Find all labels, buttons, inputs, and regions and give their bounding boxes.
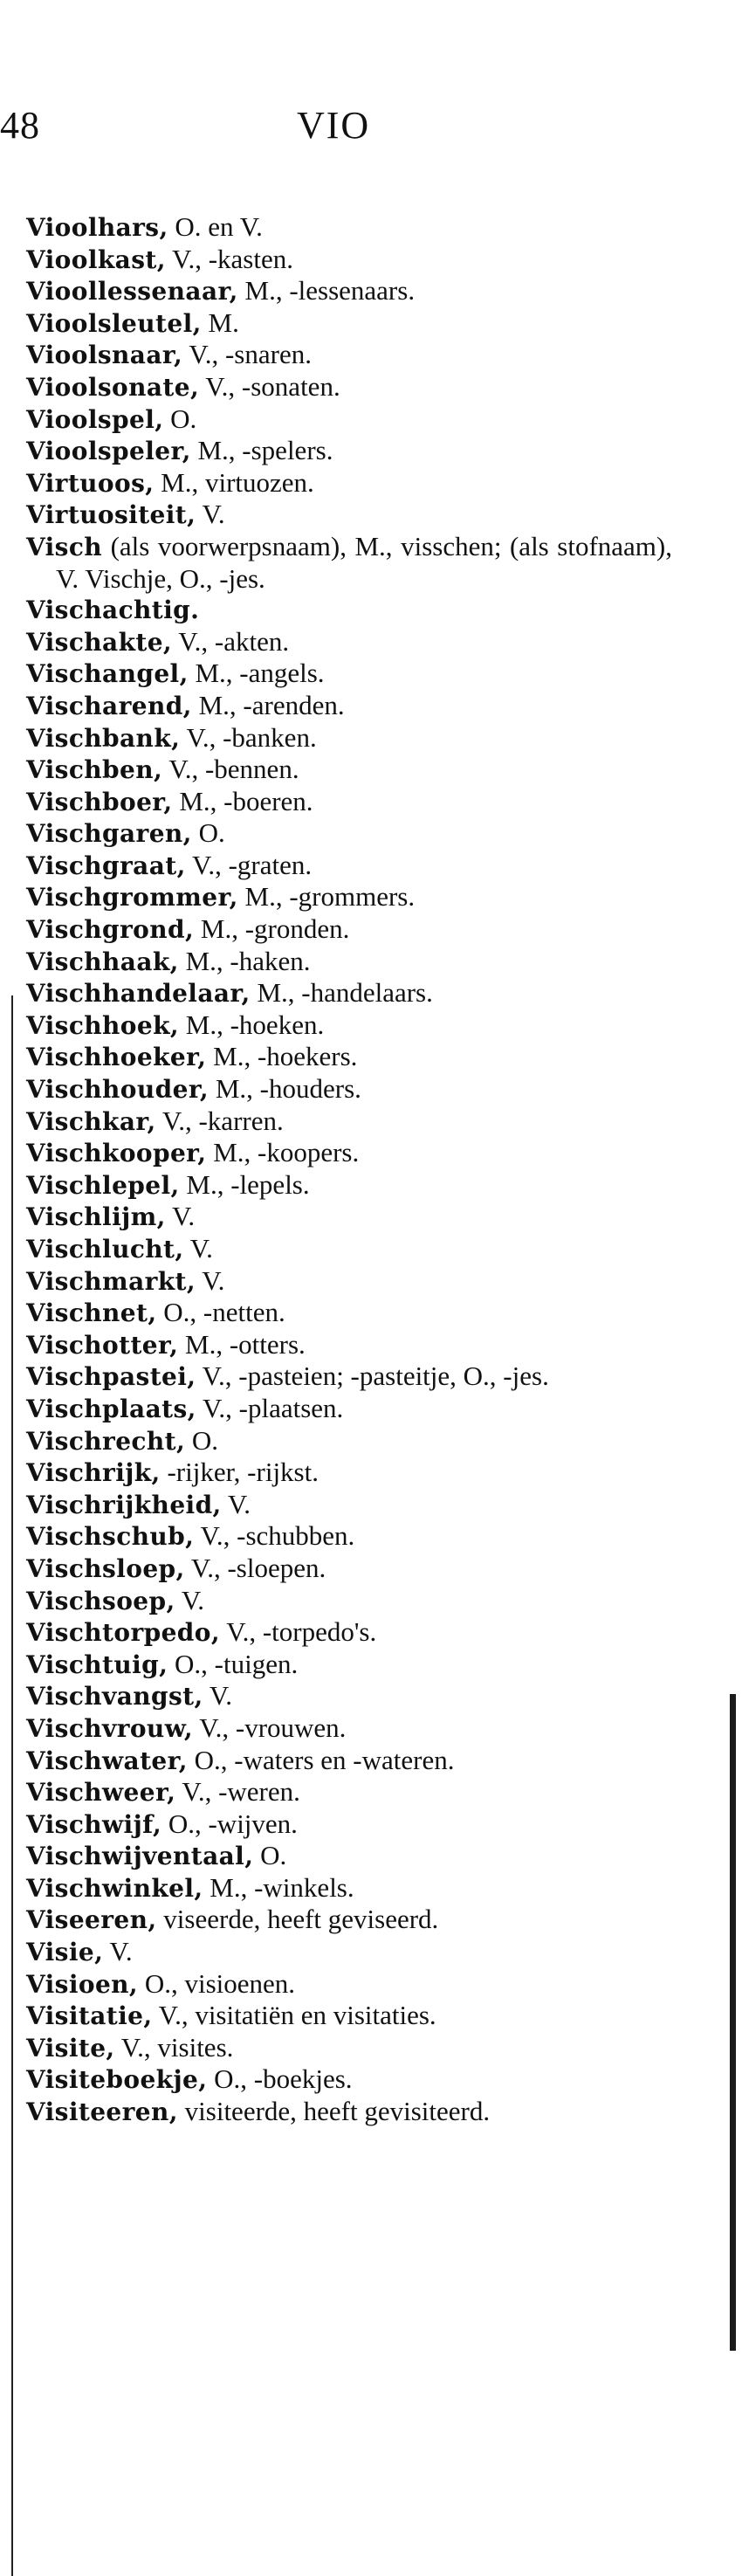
entry-headword: Vioolkast, — [26, 245, 166, 274]
dictionary-entry — [26, 1265, 672, 1298]
dictionary-entry — [26, 1073, 672, 1105]
entry-headword: Vioolsleutel, — [26, 308, 202, 338]
entry-definition: viseerde, heeft geviseerd. — [156, 1904, 439, 1935]
entry-definition: V., -weren. — [175, 1776, 300, 1808]
entry-headword: Vischwijventaal, — [26, 1842, 254, 1871]
entry-headword: Vioolspel, — [26, 404, 164, 434]
dictionary-entry — [26, 1329, 672, 1361]
dictionary-entry — [26, 244, 672, 276]
entry-headword: Vischarend, — [26, 691, 192, 720]
page-edge-rule — [730, 1694, 736, 2351]
dictionary-entry — [26, 2096, 672, 2128]
entry-definition: V., -pasteien; -pasteitje, O., -jes. — [196, 1360, 549, 1392]
dictionary-entry — [26, 307, 672, 340]
entry-definition: V. — [196, 1264, 225, 1296]
dictionary-entry — [26, 977, 672, 1009]
dictionary-entry — [26, 1105, 672, 1138]
entry-headword: Vischhoek, — [26, 1010, 180, 1040]
entry-headword: Visite, — [26, 2033, 115, 2063]
entry-definition: M., virtuozen. — [154, 466, 314, 498]
dictionary-entry — [26, 1808, 672, 1841]
entry-definition: V., -akten. — [172, 625, 290, 657]
entry-headword: Vischrijkheid, — [26, 1490, 222, 1519]
entry-headword: Vischwijf, — [26, 1809, 162, 1839]
dictionary-entry — [26, 1745, 672, 1777]
dictionary-entry — [26, 626, 672, 658]
entry-headword: Vischhoeker, — [26, 1043, 207, 1072]
entry-definition: M., -arenden. — [191, 689, 345, 720]
entry-headword: Vischhouder, — [26, 1075, 210, 1105]
entry-headword: Vischvrouw, — [26, 1713, 194, 1743]
entry-definition: M., -winkels. — [203, 1871, 354, 1903]
entry-definition: V. — [221, 1488, 251, 1519]
dictionary-entries — [26, 211, 672, 2128]
entry-headword: Vischwater, — [26, 1746, 188, 1775]
dictionary-entry — [26, 467, 672, 499]
entry-definition: V. — [175, 1584, 204, 1615]
entry-definition: visiteerde, heeft gevisiteerd. — [177, 2096, 491, 2127]
dictionary-entry — [26, 1553, 672, 1585]
entry-definition: V. — [103, 1936, 133, 1967]
entry-definition: O., -boekjes. — [207, 2063, 353, 2095]
dictionary-entry — [26, 786, 672, 818]
entry-definition: V., -snaren. — [182, 339, 312, 370]
entry-definition: M., -lessenaars. — [237, 275, 416, 307]
entry-headword: Vischtorpedo, — [26, 1618, 220, 1648]
dictionary-entry — [26, 1489, 672, 1521]
entry-headword: Visioen, — [26, 1969, 139, 1999]
dictionary-entry — [26, 211, 672, 244]
dictionary-entry — [26, 1520, 672, 1553]
entry-headword: Vioolhars, — [26, 213, 168, 242]
dictionary-entry — [26, 1201, 672, 1233]
dictionary-entry — [26, 499, 672, 531]
entry-headword: Vischhaak, — [26, 947, 179, 976]
entry-definition: V., -sloepen. — [184, 1552, 326, 1583]
entry-headword: Vischtuig, — [26, 1650, 168, 1679]
entry-definition: V., -karren. — [155, 1105, 284, 1136]
entry-headword: Vischkar, — [26, 1106, 156, 1136]
entry-headword: Vischgrond, — [26, 915, 195, 945]
entry-definition: M. — [201, 307, 239, 338]
entry-definition: O., -netten. — [156, 1297, 285, 1328]
entry-definition: O., -waters en -wateren. — [187, 1744, 455, 1775]
dictionary-entry — [26, 1904, 672, 1936]
dictionary-entry — [26, 690, 672, 722]
dictionary-entry — [26, 1712, 672, 1745]
entry-headword: Vischben, — [26, 755, 163, 785]
dictionary-entry — [26, 1649, 672, 1681]
entry-headword: Vischkooper, — [26, 1139, 207, 1168]
dictionary-entry — [26, 658, 672, 690]
dictionary-entry — [26, 403, 672, 436]
dictionary-entry — [26, 1297, 672, 1329]
dictionary-entry — [26, 1360, 672, 1393]
entry-definition: O. — [185, 1424, 218, 1456]
entry-definition: V., -torpedo's. — [220, 1616, 377, 1648]
dictionary-entry — [26, 1233, 672, 1265]
entry-definition: M., -boeren. — [172, 785, 313, 816]
entry-definition: V., visitatiën en visitaties. — [152, 2000, 436, 2031]
entry-headword: Vischpastei, — [26, 1362, 196, 1392]
entry-definition: V., -bennen. — [162, 754, 299, 785]
entry-headword: Vischgrommer, — [26, 883, 238, 913]
entry-definition: O. — [191, 817, 225, 849]
entry-definition: V., -vrouwen. — [193, 1712, 347, 1743]
entry-headword: Vischnet, — [26, 1298, 157, 1328]
dictionary-entry — [26, 1585, 672, 1617]
dictionary-entry — [26, 371, 672, 403]
dictionary-entry — [26, 754, 672, 786]
entry-headword: Vischweer, — [26, 1778, 176, 1808]
entry-definition: O. — [253, 1840, 287, 1871]
entry-definition: M., -spelers. — [190, 435, 333, 466]
dictionary-entry — [26, 1425, 672, 1457]
entry-headword: Vischakte, — [26, 627, 173, 657]
entry-definition: V., -plaatsen. — [196, 1392, 344, 1423]
page-number: 48 — [0, 104, 40, 147]
entry-definition: M., -lepels. — [179, 1168, 310, 1200]
entry-headword: Virtuositeit, — [26, 500, 196, 530]
entry-headword: Vischangel, — [26, 659, 189, 689]
entry-definition: M., -angels. — [188, 658, 325, 689]
dictionary-entry — [26, 881, 672, 913]
entry-headword: Visiteeren, — [26, 2097, 178, 2127]
dictionary-entry — [26, 1457, 672, 1489]
entry-headword: Vischwinkel, — [26, 1873, 203, 1903]
entry-definition: V. — [196, 499, 225, 530]
entry-headword: Visie, — [26, 1938, 104, 1967]
running-head: VIO — [297, 104, 371, 147]
entry-headword: Vioolsnaar, — [26, 341, 183, 370]
entry-headword: Viseeren, — [26, 1905, 157, 1935]
entry-headword: Vischschub, — [26, 1522, 195, 1552]
dictionary-entry — [26, 817, 672, 850]
entry-headword: Vioollessenaar, — [26, 277, 238, 307]
dictionary-entry — [26, 1968, 672, 2001]
entry-headword: Vischsloep, — [26, 1553, 185, 1583]
dictionary-entry — [26, 1680, 672, 1712]
dictionary-entry — [26, 1041, 672, 1073]
entry-definition: O., visioenen. — [138, 1967, 296, 1999]
entry-definition: V., -banken. — [180, 721, 317, 753]
dictionary-entry — [26, 913, 672, 946]
dictionary-entry — [26, 594, 672, 626]
dictionary-entry — [26, 1616, 672, 1649]
dictionary-entry — [26, 1936, 672, 1968]
entry-definition: V., -kasten. — [165, 243, 293, 274]
dictionary-entry — [26, 946, 672, 978]
entry-headword: Vischachtig. — [26, 596, 200, 625]
entry-definition: M., -hoeken. — [179, 1009, 325, 1040]
entry-definition: V., visites. — [114, 2031, 234, 2063]
entry-definition: -rijker, -rijkst. — [160, 1457, 319, 1488]
entry-definition: M., -koopers. — [206, 1137, 360, 1168]
entry-definition: V. — [203, 1680, 232, 1712]
dictionary-entry — [26, 1840, 672, 1872]
entry-definition: V., -graten. — [185, 849, 313, 880]
dictionary-entry — [26, 1776, 672, 1808]
entry-definition: M., -handelaars. — [250, 977, 433, 1009]
entry-headword: Vischplaats, — [26, 1394, 196, 1423]
entry-headword: Vischmarkt, — [26, 1266, 196, 1296]
dictionary-entry — [26, 275, 672, 307]
entry-headword: Vischboer, — [26, 787, 173, 816]
entry-definition: (als voorwerpsnaam), M., visschen; (als stofnaam), V. Vischje, O., -jes. — [56, 530, 672, 594]
entry-definition: O. en V. — [168, 211, 263, 242]
dictionary-entry — [26, 2063, 672, 2096]
entry-headword: Visitatie, — [26, 2001, 153, 2031]
entry-headword: Vioolsonate, — [26, 372, 200, 402]
dictionary-entry — [26, 2000, 672, 2032]
entry-definition: O., -tuigen. — [168, 1648, 299, 1679]
entry-headword: Vioolspeler, — [26, 437, 191, 466]
dictionary-entry — [26, 1009, 672, 1042]
dictionary-entry — [26, 531, 672, 594]
entry-definition: O., -wijven. — [161, 1808, 298, 1839]
entry-headword: Vischrijk, — [26, 1458, 161, 1488]
entry-definition: V., -schubben. — [194, 1520, 355, 1552]
entry-headword: Vischlepel, — [26, 1170, 180, 1200]
dictionary-entry — [26, 850, 672, 882]
dictionary-entry — [26, 1393, 672, 1425]
dictionary-entry — [26, 1169, 672, 1202]
entry-headword: Vischsoep, — [26, 1586, 175, 1615]
entry-definition: M., -hoekers. — [206, 1041, 358, 1072]
dictionary-entry — [26, 339, 672, 371]
entry-definition: V., -sonaten. — [199, 370, 340, 402]
entry-headword: Vischgraat, — [26, 851, 186, 880]
entry-headword: Vischotter, — [26, 1330, 179, 1360]
entry-definition: M., -otters. — [178, 1328, 306, 1360]
entry-definition: V. — [183, 1233, 213, 1264]
entry-headword: Visch — [26, 532, 103, 561]
entry-definition: M., -haken. — [178, 945, 311, 976]
entry-headword: Vischbank, — [26, 723, 181, 753]
entry-headword: Vischrecht, — [26, 1426, 186, 1456]
entry-definition: O. — [163, 403, 197, 434]
dictionary-entry — [26, 722, 672, 754]
dictionary-entry — [26, 435, 672, 467]
margin-rule — [11, 995, 13, 2576]
entry-headword: Virtuoos, — [26, 468, 155, 498]
entry-headword: Vischhandelaar, — [26, 979, 251, 1009]
entry-definition: M., -houders. — [209, 1073, 361, 1105]
entry-headword: Visiteboekje, — [26, 2065, 208, 2095]
entry-headword: Vischgaren, — [26, 819, 192, 849]
entry-definition: M., -gronden. — [194, 913, 350, 945]
entry-headword: Vischvangst, — [26, 1682, 203, 1712]
entry-headword: Vischlucht, — [26, 1235, 184, 1264]
entry-definition: V. — [165, 1201, 196, 1232]
entry-headword: Vischlijm, — [26, 1202, 166, 1232]
dictionary-entry — [26, 1137, 672, 1169]
dictionary-entry — [26, 1872, 672, 1904]
entry-definition: M., -grommers. — [237, 881, 416, 913]
dictionary-entry — [26, 2032, 672, 2064]
